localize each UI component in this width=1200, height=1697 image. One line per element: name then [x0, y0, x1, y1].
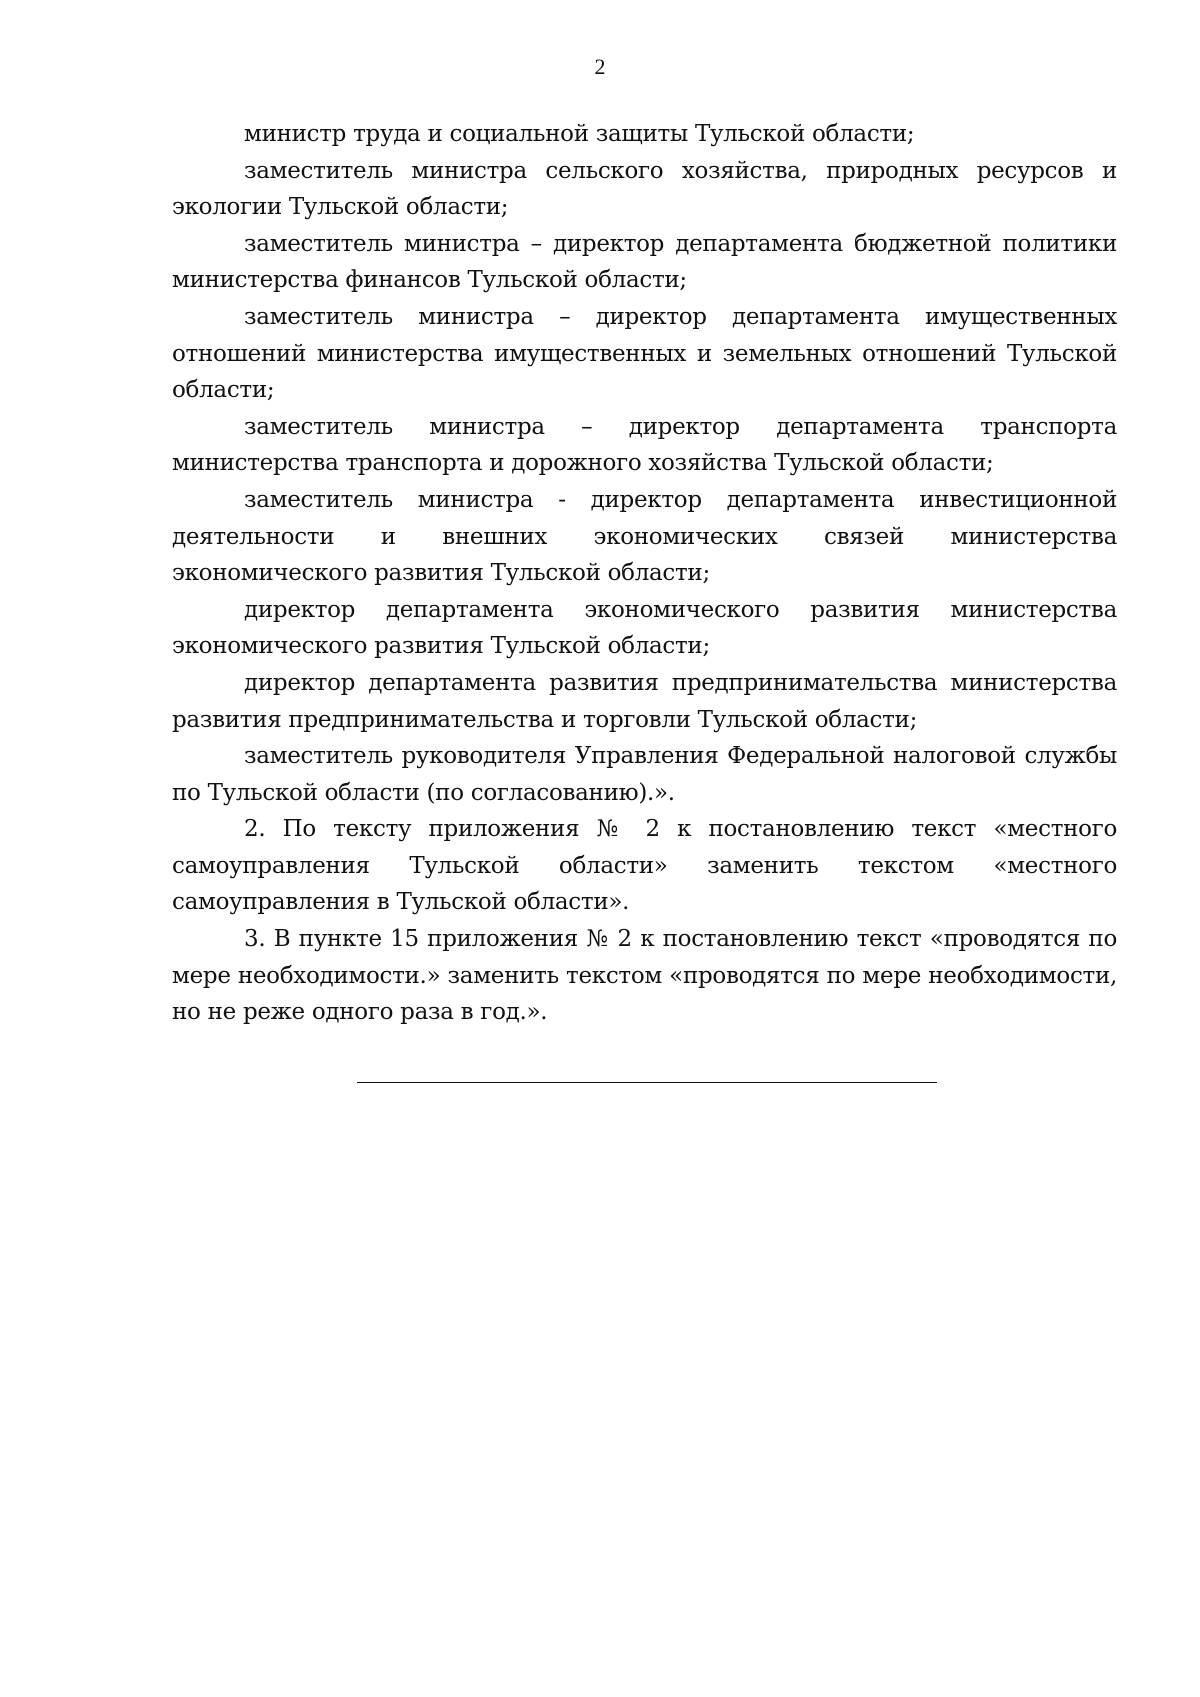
paragraph-deputy-agriculture: заместитель министра сельского хозяйства, природных ресурсов и экологии Тульской области;: [172, 157, 1117, 221]
page-number: 2: [594, 54, 606, 79]
paragraph-director-economic: директор департамента экономического развития министерства экономического развития Тульской области;: [172, 596, 1117, 660]
paragraph-director-entrepreneurship: директор департамента развития предпринимательства министерства развития предпринимательства и торговли Тульской области;: [172, 669, 1117, 733]
document-body: [172, 116, 1117, 1031]
paragraph-minister-labor: министр труда и социальной защиты Тульской области;: [244, 121, 915, 147]
paragraph-deputy-investment: заместитель министра - директор департамента инвестиционной деятельности и внешних экономических связей министерства экономического развития Тульской области;: [172, 486, 1117, 587]
paragraph-deputy-tax-service: заместитель руководителя Управления Федеральной налоговой службы по Тульской области (по согласованию).».: [172, 743, 1117, 806]
paragraph-deputy-transport: заместитель министра – директор департамента транспорта министерства транспорта и дорожного хозяйства Тульской области;: [172, 413, 1117, 477]
paragraph-deputy-budget: заместитель министра – директор департамента бюджетной политики министерства финансов Тульской области;: [172, 230, 1117, 294]
paragraph-item-3: 3. В пункте 15 приложения № 2 к постановлению текст «проводятся по мере необходимости.» заменить текстом «проводятся по мере необходимости, но не реже одного раза в год.».: [172, 926, 1117, 1026]
end-divider-line: [357, 1082, 937, 1083]
paragraph-item-2: 2. По тексту приложения № 2 к постановлению текст «местного самоуправления Тульской области» заменить текстом «местного самоуправления в Тульской области».: [172, 816, 1117, 916]
paragraph-deputy-property: заместитель министра – директор департамента имущественных отношений министерства имущественных и земельных отношений Тульской области;: [172, 303, 1117, 404]
